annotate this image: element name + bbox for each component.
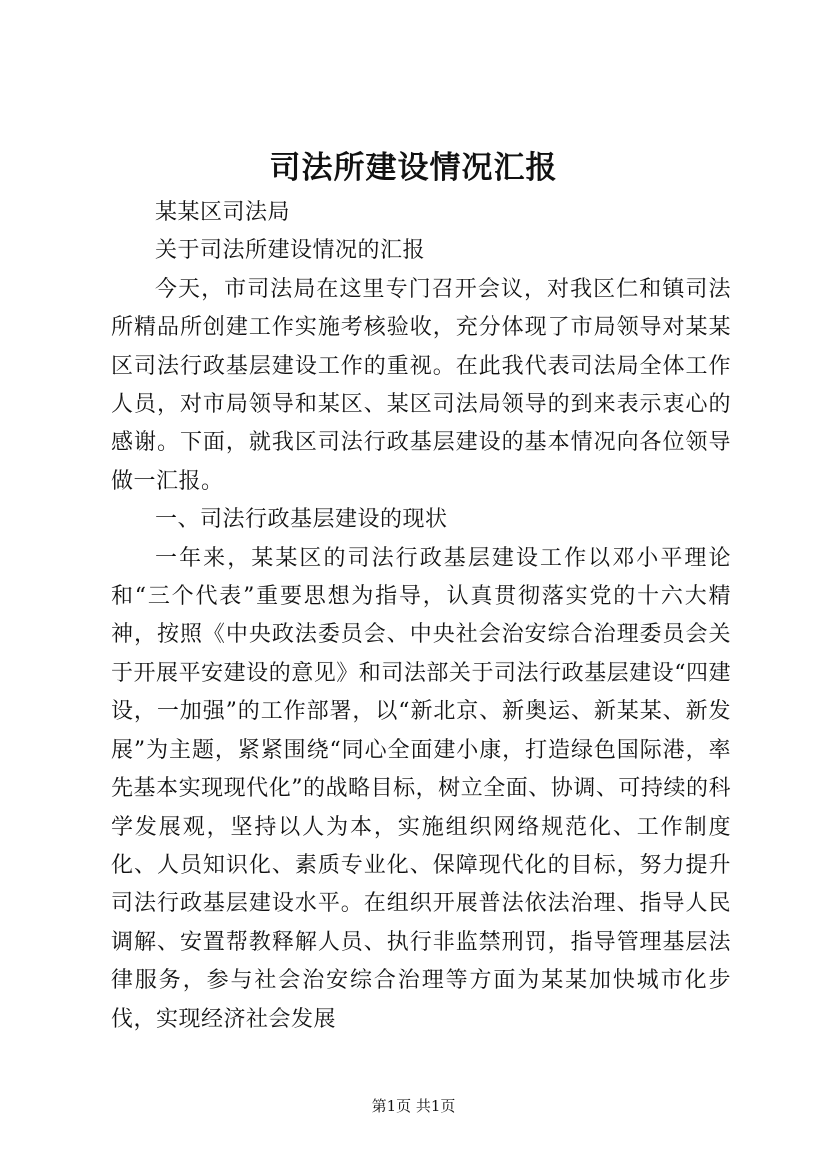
section-body-paragraph: 一年来，某某区的司法行政基层建设工作以邓小平理论和“三个代表”重要思想为指导，认真贯彻落实党的十六大精神，按照《中央政法委员会、中央社会治安综合治理委员会关于开展平安建设的意见》和司法部关于司法行政基层建设“四建设，一加强”的工作部署，以“新北京、新奥运、新某某、新发展”为主题，紧紧围绕“同心全面建小康，打造绿色国际港，率先基本实现现代化”的战略目标，树立全面、协调、可持续的科学发展观，坚持以人为本，实施组织网络规范化、工作制度化、人员知识化、素质专业化、保障现代化的目标，努力提升司法行政基层建设水平。在组织开展普法依法治理、指导人民调解、安置帮教释解人员、执行非监禁刑罚，指导管理基层法律服务，参与社会治安综合治理等方面为某某加快城市化步伐，实现经济社会发展	[111, 545, 731, 1032]
page-footer	[0, 1094, 827, 1118]
report-subject-line: 关于司法所建设情况的汇报	[155, 238, 426, 264]
document-body	[111, 194, 731, 1039]
document-title: 司法所建设情况汇报	[269, 150, 558, 186]
intro-paragraph: 今天，市司法局在这里专门召开会议，对我区仁和镇司法所精品所创建工作实施考核验收，充分体现了市局领导对某某区司法行政基层建设工作的重视。在此我代表司法局全体工作人员，对市局领导和某区、某区司法局领导的到来表示衷心的感谢。下面，就我区司法行政基层建设的基本情况向各位领导做一汇报。	[111, 276, 731, 494]
section-heading: 一、司法行政基层建设的现状	[155, 507, 448, 533]
page-number-label: 第1页 共1页	[371, 1097, 456, 1115]
issuer-line: 某某区司法局	[155, 200, 291, 225]
